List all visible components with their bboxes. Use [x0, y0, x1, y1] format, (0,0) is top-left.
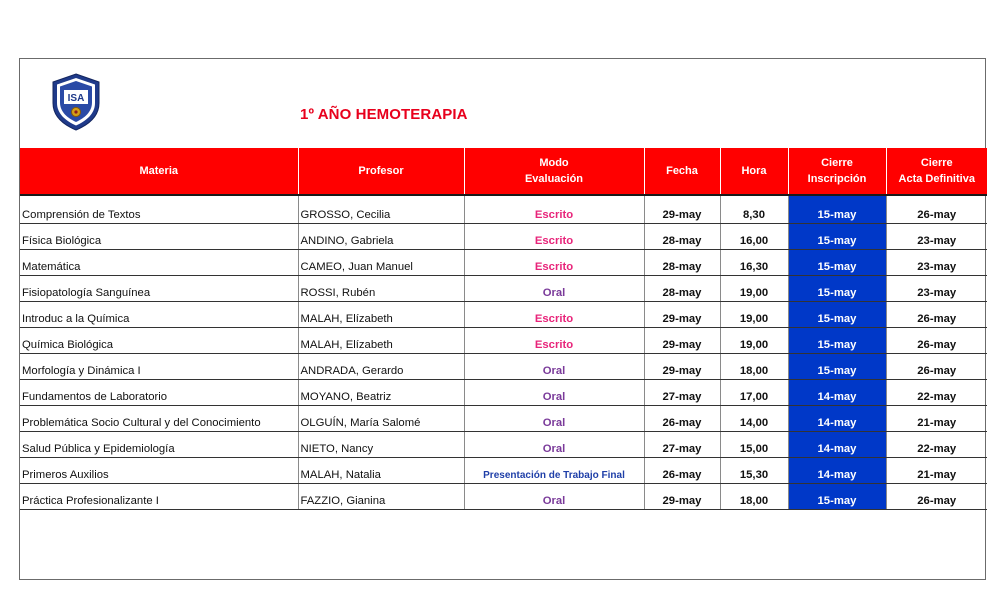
table-row	[20, 328, 987, 354]
cell-profesor: MALAH, Elízabeth	[298, 328, 464, 354]
cell-cierre-inscripcion: 14-may	[788, 380, 886, 406]
cell-fecha: 29-may	[644, 354, 720, 380]
cell-cierre-acta: 23-may	[886, 250, 987, 276]
cell-profesor: MALAH, Natalia	[298, 458, 464, 484]
cell-materia: Introduc a la Química	[20, 302, 298, 328]
col-header-profesor: Profesor	[298, 148, 464, 195]
cell-cierre-inscripcion: 15-may	[788, 250, 886, 276]
cell-modo: Escrito	[464, 224, 644, 250]
cell-cierre-inscripcion: 15-may	[788, 195, 886, 224]
cell-cierre-inscripcion: 14-may	[788, 406, 886, 432]
cell-cierre-acta: 21-may	[886, 406, 987, 432]
cell-materia: Primeros Auxilios	[20, 458, 298, 484]
col-header-cierre-acta-line1: Cierre	[920, 157, 953, 169]
cell-hora: 8,30	[720, 195, 788, 224]
table-row	[20, 354, 987, 380]
cell-cierre-acta: 26-may	[886, 354, 987, 380]
cell-modo: Oral	[464, 432, 644, 458]
col-header-cierre-inscripcion	[788, 148, 886, 195]
cell-cierre-acta: 26-may	[886, 195, 987, 224]
cell-profesor: MOYANO, Beatriz	[298, 380, 464, 406]
cell-materia: Fisiopatología Sanguínea	[20, 276, 298, 302]
cell-hora: 16,00	[720, 224, 788, 250]
cell-cierre-inscripcion: 15-may	[788, 276, 886, 302]
document-sheet	[19, 58, 986, 580]
col-header-hora: Hora	[720, 148, 788, 195]
cell-modo: Oral	[464, 380, 644, 406]
cell-profesor: NIETO, Nancy	[298, 432, 464, 458]
cell-modo: Oral	[464, 276, 644, 302]
cell-hora: 15,00	[720, 432, 788, 458]
table-row	[20, 484, 987, 510]
table-row	[20, 432, 987, 458]
cell-cierre-acta: 26-may	[886, 302, 987, 328]
cell-profesor: MALAH, Elízabeth	[298, 302, 464, 328]
cell-profesor: OLGUÍN, María Salomé	[298, 406, 464, 432]
cell-hora: 19,00	[720, 328, 788, 354]
cell-fecha: 29-may	[644, 328, 720, 354]
col-header-modo-line1: Modo	[539, 157, 569, 169]
cell-modo: Escrito	[464, 250, 644, 276]
col-header-modo-line2: Evaluación	[524, 173, 584, 185]
cell-modo: Presentación de Trabajo Final	[464, 458, 644, 484]
cell-cierre-acta: 26-may	[886, 484, 987, 510]
table-row	[20, 406, 987, 432]
cell-cierre-acta: 21-may	[886, 458, 987, 484]
cell-cierre-inscripcion: 15-may	[788, 224, 886, 250]
cell-modo: Escrito	[464, 302, 644, 328]
cell-fecha: 29-may	[644, 302, 720, 328]
cell-materia: Comprensión de Textos	[20, 195, 298, 224]
cell-fecha: 26-may	[644, 406, 720, 432]
table-row	[20, 195, 987, 224]
cell-fecha: 28-may	[644, 250, 720, 276]
cell-profesor: FAZZIO, Gianina	[298, 484, 464, 510]
cell-cierre-inscripcion: 15-may	[788, 484, 886, 510]
cell-cierre-acta: 23-may	[886, 276, 987, 302]
cell-profesor: CAMEO, Juan Manuel	[298, 250, 464, 276]
cell-materia: Química Biológica	[20, 328, 298, 354]
cell-fecha: 27-may	[644, 432, 720, 458]
cell-cierre-inscripcion: 14-may	[788, 432, 886, 458]
cell-cierre-acta: 22-may	[886, 380, 987, 406]
cell-modo: Escrito	[464, 195, 644, 224]
cell-materia: Práctica Profesionalizante I	[20, 484, 298, 510]
col-header-modo-evaluacion	[464, 148, 644, 195]
cell-hora: 19,00	[720, 302, 788, 328]
cell-fecha: 28-may	[644, 276, 720, 302]
cell-fecha: 26-may	[644, 458, 720, 484]
cell-hora: 17,00	[720, 380, 788, 406]
cell-cierre-inscripcion: 15-may	[788, 302, 886, 328]
cell-fecha: 29-may	[644, 195, 720, 224]
page-title: 1º AÑO HEMOTERAPIA	[300, 106, 468, 123]
cell-profesor: ANDINO, Gabriela	[298, 224, 464, 250]
cell-fecha: 28-may	[644, 224, 720, 250]
col-header-cierre-insc-line1: Cierre	[821, 157, 853, 169]
cell-hora: 14,00	[720, 406, 788, 432]
cell-profesor: ROSSI, Rubén	[298, 276, 464, 302]
table-row	[20, 250, 987, 276]
col-header-cierre-acta-line2: Acta Definitiva	[898, 173, 975, 185]
cell-cierre-acta: 26-may	[886, 328, 987, 354]
cell-materia: Salud Pública y Epidemiología	[20, 432, 298, 458]
cell-fecha: 29-may	[644, 484, 720, 510]
cell-modo: Oral	[464, 406, 644, 432]
cell-modo: Oral	[464, 484, 644, 510]
cell-cierre-acta: 22-may	[886, 432, 987, 458]
col-header-cierre-insc-line2: Inscripción	[807, 173, 867, 185]
exam-schedule-table	[20, 148, 987, 510]
cell-profesor: GROSSO, Cecilia	[298, 195, 464, 224]
cell-materia: Morfología y Dinámica I	[20, 354, 298, 380]
cell-hora: 18,00	[720, 484, 788, 510]
table-row	[20, 380, 987, 406]
cell-materia: Fundamentos de Laboratorio	[20, 380, 298, 406]
cell-profesor: ANDRADA, Gerardo	[298, 354, 464, 380]
table-header-row	[20, 148, 987, 195]
col-header-cierre-acta	[886, 148, 987, 195]
table-row	[20, 302, 987, 328]
table-row	[20, 276, 987, 302]
cell-hora: 19,00	[720, 276, 788, 302]
svg-text:ISA: ISA	[67, 93, 85, 104]
cell-cierre-inscripcion: 15-may	[788, 354, 886, 380]
cell-materia: Matemática	[20, 250, 298, 276]
cell-cierre-inscripcion: 14-may	[788, 458, 886, 484]
institute-crest-icon	[51, 73, 101, 131]
cell-materia: Física Biológica	[20, 224, 298, 250]
cell-materia: Problemática Socio Cultural y del Conocimiento	[20, 406, 298, 432]
col-header-materia: Materia	[20, 148, 298, 195]
cell-cierre-acta: 23-may	[886, 224, 987, 250]
cell-hora: 15,30	[720, 458, 788, 484]
cell-hora: 16,30	[720, 250, 788, 276]
cell-modo: Oral	[464, 354, 644, 380]
col-header-fecha: Fecha	[644, 148, 720, 195]
table-row	[20, 224, 987, 250]
cell-hora: 18,00	[720, 354, 788, 380]
cell-cierre-inscripcion: 15-may	[788, 328, 886, 354]
cell-fecha: 27-may	[644, 380, 720, 406]
table-row	[20, 458, 987, 484]
cell-modo: Escrito	[464, 328, 644, 354]
